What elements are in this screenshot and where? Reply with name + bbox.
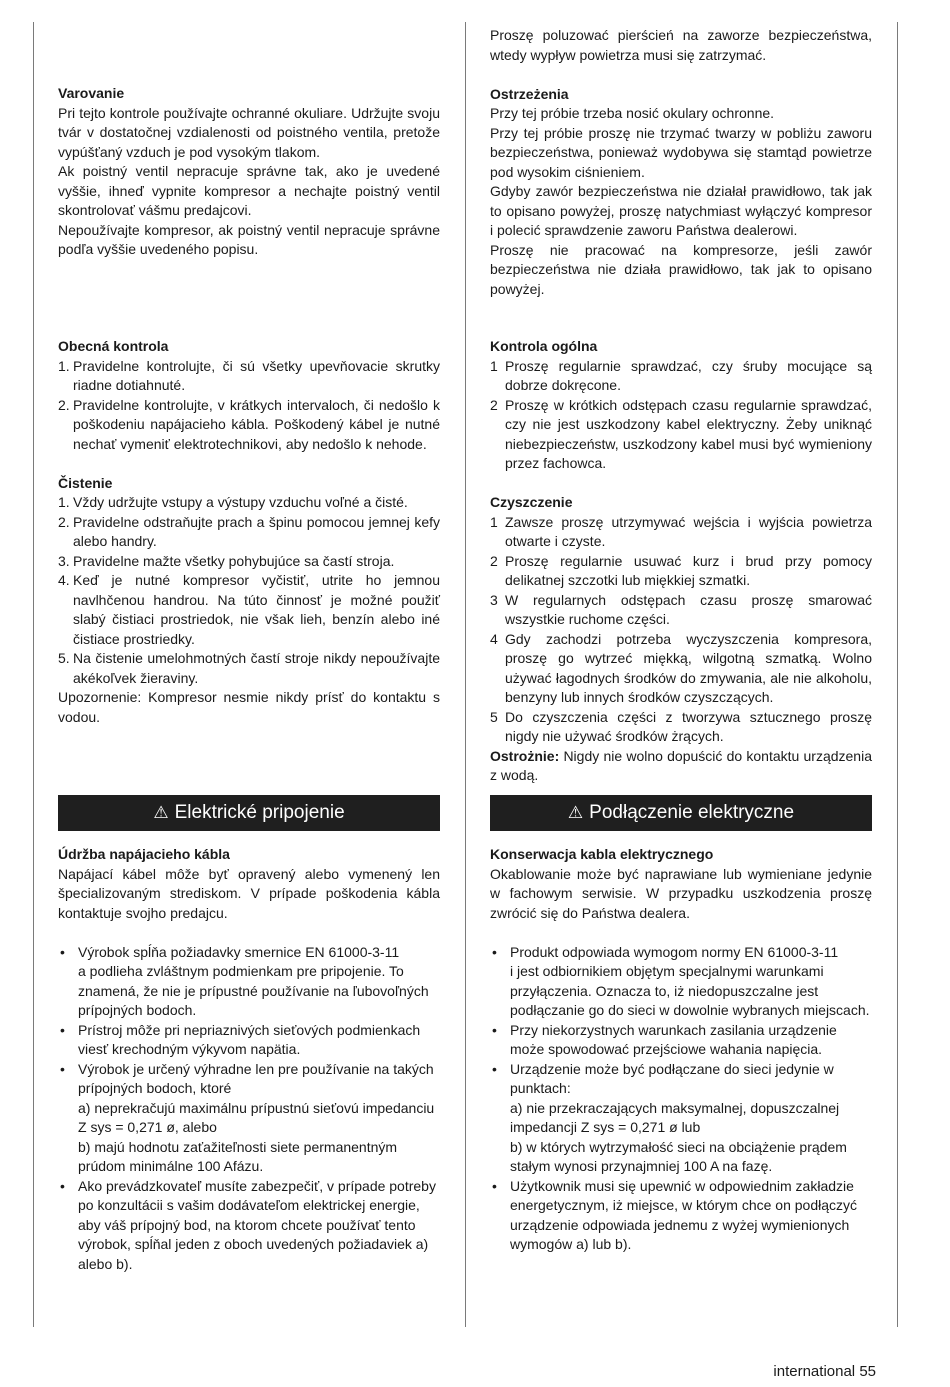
podlaczenie-elektryczne-banner [490,795,872,831]
list-item: • Výrobok je určený výhradne len pre používanie na takých prípojných bodoch, ktoré a) neprekračujú maximálnu prípustnú sieťovú impedanciu Z sys = 0,271 ø, alebo b) majú hodnotu zaťažiteľnosti siete permanentným prúdom minimálne 100 Afázu. [58,1060,440,1177]
left-column-top [58,84,440,260]
udrzba-heading: Údržba napájacieho kábla [58,846,230,862]
warning-triangle-icon: ⚠ [567,803,584,822]
left-margin-rule [33,22,34,1327]
list-item: 1. Vždy udržujte vstupy a výstupy vzduchu voľné a čisté. [58,494,408,510]
list-item: 2 Proszę w krótkich odstępach czasu regularnie sprawdzać, czy nie jest uszkodzony kabel elektryczny. Żeby uniknąć niebezpieczeństw, uszkodzony kabel musi być wymieniony przez fachowca. [490,396,872,471]
right-bullet-list [490,943,872,1255]
note-label: Ostrożnie: [490,747,560,764]
udrzba-text: Napájací kábel môže byť opravený alebo vymenený len špecializovaným strediskom. V prípade poškodenia kábla kontaktuje svojho predajcu. [58,865,440,921]
right-margin-rule [897,22,898,1327]
kontrola-heading: Kontrola ogólna [490,338,598,354]
list-item: 5 Do czyszczenia części z tworzywa sztucznego proszę nigdy nie używać środków żrących. [490,708,872,744]
list-item: 4 Gdy zachodzi potrzeba wyczyszczenia kompresora, proszę go wytrzeć miękką, wilgotną szmatką. Wolno używać łagodnych środków do zmywania, ale nie alkoholu, benzyny lub innych środków czyszczących. [490,630,872,705]
footer-brand: international [773,1363,856,1380]
elektricke-pripojenie-banner [58,795,440,831]
right-column-bottom [490,845,872,1255]
note-text: Nigdy nie wolno dopuścić do kontaktu urządzenia z wodą. [490,747,872,783]
cistenie-note: Upozornenie: Kompresor nesmie nikdy prísť do kontaktu s vodou. [58,689,440,725]
right-column-middle [490,337,872,786]
warning-triangle-icon: ⚠ [153,803,169,822]
ostrzezenia-text-3: Gdyby zawór bezpieczeństwa nie działał prawidłowo, tak jak to opisano powyżej, proszę natychmiast wyłączyć kompresor i polecić sprawdzenie zaworu Państwa dealerowi. [490,183,872,238]
list-item: • Výrobok spĺňa požiadavky smernice EN 61000-3-11 a podlieha zvláštnym podmienkam pre pripojenie. To znamená, že nie je prípustné používanie na ľubovoľných prípojných bodoch. [58,943,440,1021]
list-item: 2. Pravidelne kontrolujte, v krátkych intervaloch, či nedošlo k poškodeniu napájacieho kábla. Poškodený kábel je nutné nechať vymeniť elektrotechnikovi, aby nedošlo k nehode. [58,396,440,452]
list-item: 4. Keď je nutné kompresor vyčistiť, utrite ho jemnou navlhčenou handrou. Na túto činnosť je možné použiť slabý čistiaci prostriedok, nie však lieh, benzín alebo iné čistiace prostriedky. [58,572,440,647]
ostrzezenia-text-2: Przy tej próbie proszę nie trzymać twarzy w pobliżu zaworu bezpieczeństwa, ponieważ wydobywa się stamtąd powietrze pod wysokim ciśnieniem. [490,124,872,180]
cistenie-heading: Čistenie [58,474,113,491]
left-column-middle [58,337,440,727]
obecna-heading: Obecná kontrola [58,338,169,354]
czyszczenie-note [490,747,872,786]
list-item: 5. Na čistenie umelohmotných častí stroje nikdy nepoužívajte akékoľvek žieraviny. [58,650,440,686]
varovanie-heading: Varovanie [58,85,125,101]
konserwacja-heading: Konserwacja kabla elektrycznego [490,846,714,862]
list-item: 2 Proszę regularnie usuwać kurz i brud przy pomocy delikatnej szczotki lub miękkiej szmatki. [490,552,872,588]
ostrzezenia-text-1: Przy tej próbie trzeba nosić okulary ochronne. [490,105,775,121]
banner-title: Podłączenie elektryczne [589,802,795,823]
list-item: • Ako prevádzkovateľ musíte zabezpečiť, v prípade potreby po konzultácii s vašim dodávateľom elektrickej energie, aby váš prípojný bod, na ktorom chcete používať tento výrobok, spĺňal jeden z oboch uvedených požiadaviek a) alebo b). [58,1177,440,1275]
column-divider [465,22,466,1327]
list-item: • Urządzenie może być podłączane do sieci jedynie w punktach: a) nie przekraczających maksymalnej, dopuszczalnej impedancji Z sys = 0,271 ø lub b) w których wytrzymałość sieci na obciążenie prądem stałym wynosi przynajmniej 100 A na fazę. [490,1060,872,1177]
list-item: 1 Zawsze proszę utrzymywać wejścia i wyjścia powietrza otwarte i czyste. [490,513,872,549]
ostrzezenia-text-4: Proszę nie pracować na kompresorze, jeśli zawór bezpieczeństwa nie działa prawidłowo, tak jak to opisano powyżej. [490,241,872,297]
left-bullet-list [58,943,440,1275]
list-item: 1. Pravidelne kontrolujte, či sú všetky upevňovacie skrutky riadne dotiahnuté. [58,357,440,393]
list-item: • Prístroj môže pri nepriaznivých sieťových podmienkach viesť krechodným výkyvom napätia. [58,1021,440,1060]
right-intro-text: Proszę poluzować pierścień na zaworze bezpieczeństwa, wtedy wypływ powietrza musi się zatrzymać. [490,27,872,63]
list-item: 1 Proszę regularnie sprawdzać, czy śruby mocujące są dobrze dokręcone. [490,357,872,393]
list-item: 2. Pravidelne odstraňujte prach a špinu pomocou jemnej kefy alebo handry. [58,513,440,549]
list-item: • Użytkownik musi się upewnić w odpowiednim zakładzie energetycznym, iż miejsce, w którym chce on podłączyć urządzenie odpowiada jednemu z wyżej wymienionych wymogów a) lub b). [490,1177,872,1255]
list-item: • Produkt odpowiada wymogom normy EN 61000-3-11 i jest odbiornikiem objętym specjalnymi warunkami przyłączenia. Oznacza to, iż niedopuszczalne jest podłączanie go do sieci w dowolnie wybranych miejscach. [490,943,872,1021]
list-item: 3 W regularnych odstępach czasu proszę smarować wszystkie ruchome części. [490,591,872,627]
page-number: 55 [859,1363,876,1380]
cistenie-list [58,493,440,688]
konserwacja-text: Okablowanie może być naprawiane lub wymieniane jedynie w fachowym serwisie. W przypadku uszkodzenia proszę zwrócić się do Państwa dealera. [490,865,872,921]
varovanie-text-2: Ak poistný ventil nepracuje správne tak, ako je uvedené vyššie, ihneď vypnite kompresor a nechajte poistný ventil skontrolovať vášmu predajcovi. [58,163,440,218]
obecna-list [58,357,440,455]
kontrola-list [490,357,872,474]
left-column-bottom [58,845,440,1274]
page-footer [773,1362,876,1382]
ostrzezenia-heading: Ostrzeżenia [490,85,569,102]
banner-title: Elektrické pripojenie [174,802,345,823]
list-item: 3. Pravidelne mažte všetky pohybujúce sa častí stroja. [58,552,395,569]
czyszczenie-heading: Czyszczenie [490,494,573,510]
czyszczenie-list [490,513,872,747]
right-column-top [490,26,872,299]
varovanie-text-1: Pri tejto kontrole používajte ochranné okuliare. Udržujte svoju tvár v dostatočnej vzdialenosti od poistného ventila, pretože vypúšťaný vzduch je pod vysokým tlakom. [58,104,440,160]
varovanie-text-3: Nepoužívajte kompresor, ak poistný ventil nepracuje správne podľa vyššie uvedeného popisu. [58,221,440,257]
list-item: • Przy niekorzystnych warunkach zasilania urządzenie może spowodować przejściowe wahania napięcia. [490,1021,872,1060]
